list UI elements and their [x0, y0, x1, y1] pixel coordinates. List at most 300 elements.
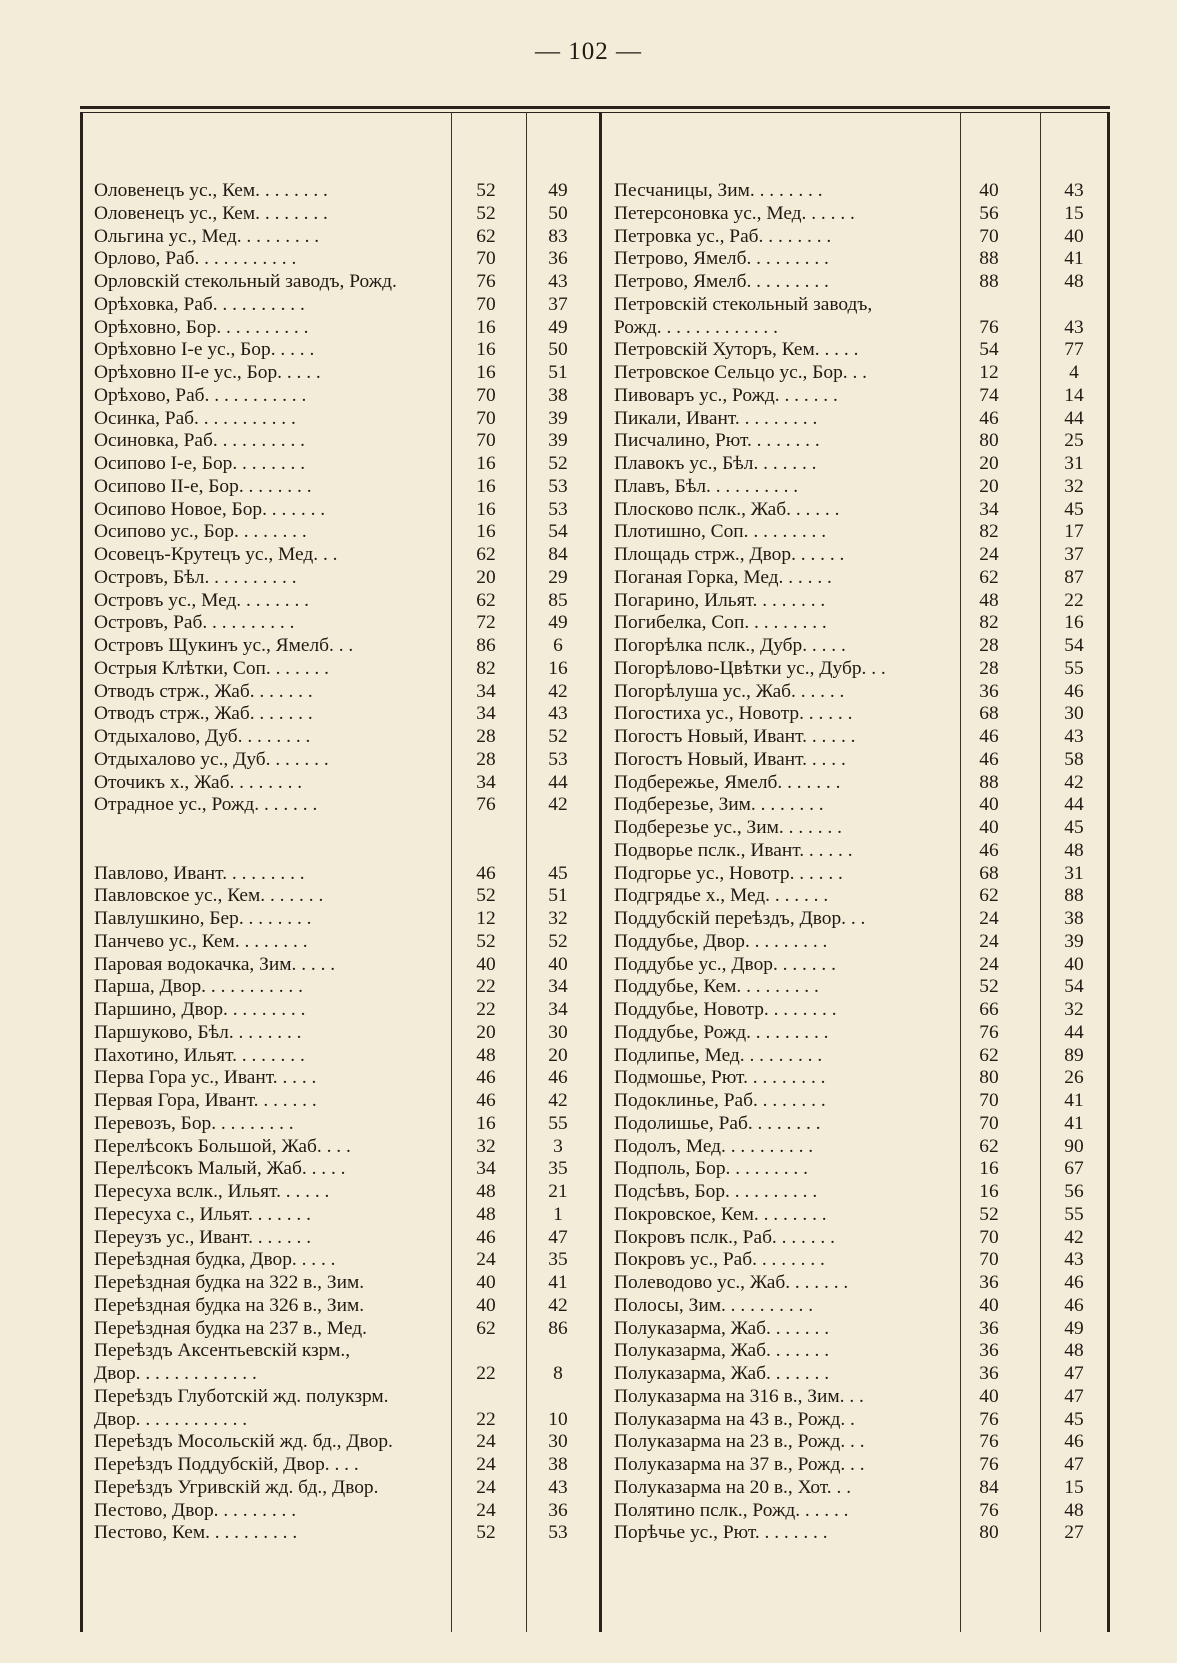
entry-number-a: 68 — [979, 862, 999, 884]
entry-number-b: 32 — [1064, 475, 1084, 497]
index-entry — [614, 1204, 1114, 1227]
entry-number-a — [450, 840, 522, 863]
entry-name: Покровъ пслк., Раб. . . . . . . — [614, 1226, 835, 1248]
entry-number-a: 46 — [979, 407, 999, 429]
entry-number-b: 85 — [548, 589, 568, 611]
index-entry — [614, 453, 1114, 476]
index-entry — [94, 931, 594, 954]
index-entry — [614, 863, 1114, 886]
entry-number-b: 50 — [548, 339, 568, 361]
entry-number-b: 10 — [548, 1408, 568, 1430]
entry-number-a: 62 — [979, 885, 999, 907]
entry-name: Полуказарма, Жаб. . . . . . . — [614, 1363, 830, 1384]
index-entry — [94, 772, 594, 795]
entry-number-a: 36 — [979, 680, 999, 702]
entry-name: Осовецъ-Крутецъ ус., Мед. . . — [94, 544, 338, 565]
entry-number-a: 46 — [979, 726, 999, 747]
entry-number-b: 42 — [548, 1090, 568, 1111]
entry-number-a: 16 — [476, 362, 496, 383]
index-entry — [614, 248, 1114, 271]
entry-number-b — [522, 817, 594, 840]
entry-number-a: 28 — [476, 748, 496, 770]
index-entry — [94, 1090, 594, 1113]
entry-number-b: 44 — [1064, 1021, 1084, 1043]
index-entry — [614, 476, 1114, 499]
entry-name: Пестово, Двор. . . . . . . . . — [94, 1499, 297, 1521]
entry-number-b: 48 — [1064, 839, 1084, 861]
entry-number-b — [522, 1386, 594, 1409]
index-entry — [94, 1295, 594, 1318]
entry-number-a: 16 — [476, 316, 496, 338]
index-entry — [94, 908, 594, 931]
center-divider — [599, 112, 602, 1632]
entry-name: Переѣздъ Мосольскій жд. бд., Двор. — [94, 1431, 393, 1453]
index-entry — [614, 749, 1114, 772]
entry-number-b: 87 — [1064, 566, 1084, 588]
index-entry — [94, 248, 594, 271]
entry-number-a: 62 — [476, 1317, 496, 1339]
entry-number-b: 40 — [548, 953, 568, 975]
entry-number-a: 48 — [476, 1181, 496, 1202]
entry-number-b: 42 — [1064, 1226, 1084, 1248]
entry-name: Перва Гора ус., Ивант. . . . . — [94, 1067, 317, 1089]
entry-number-a: 40 — [979, 1385, 999, 1407]
entry-name: Подсѣвъ, Бор. . . . . . . . . . — [614, 1181, 818, 1202]
entry-number-b: 42 — [1064, 771, 1084, 793]
entry-number-a: 40 — [979, 794, 999, 816]
entry-number-a: 62 — [476, 544, 496, 565]
entry-name: Павлово, Ивант. . . . . . . . . — [94, 862, 305, 884]
entry-number-b: 43 — [548, 271, 568, 292]
entry-number-b: 53 — [548, 498, 568, 520]
index-entry — [94, 612, 594, 635]
index-entry — [614, 226, 1114, 249]
index-entry — [614, 840, 1114, 863]
index-entry — [94, 1500, 594, 1523]
entry-number-a: 72 — [476, 612, 496, 634]
index-entry — [94, 863, 594, 886]
page-number: — 102 — — [535, 38, 642, 65]
index-entry — [94, 658, 594, 681]
index-entry — [94, 1045, 594, 1068]
entry-name: Осипово II-е, Бор. . . . . . . . — [94, 475, 312, 497]
entry-name: Осинка, Раб. . . . . . . . . . . — [94, 407, 296, 429]
index-entry — [94, 339, 594, 362]
entry-number-b: 4 — [1069, 362, 1079, 383]
entry-number-a: 70 — [979, 225, 999, 247]
entry-name: Поддубье, Рожд. . . . . . . . . — [614, 1021, 829, 1043]
index-entry — [614, 317, 1114, 340]
entry-number-b: 31 — [1064, 862, 1084, 884]
index-entry — [614, 1454, 1114, 1477]
entry-number-a: 16 — [476, 1112, 496, 1134]
entry-number-b: 42 — [548, 680, 568, 702]
entry-name: Осипово I-е, Бор. . . . . . . . — [94, 453, 306, 474]
entry-number-b: 54 — [1064, 976, 1084, 998]
entry-name — [94, 817, 442, 840]
entry-number-a: 52 — [476, 180, 496, 201]
index-entry — [94, 180, 594, 203]
index-entry — [94, 1136, 594, 1159]
entry-name: Подлипье, Мед. . . . . . . . . — [614, 1044, 823, 1066]
entry-number-a — [944, 294, 1034, 317]
index-entry — [94, 1249, 594, 1272]
entry-number-a: 20 — [979, 475, 999, 497]
entry-number-a: 82 — [979, 521, 999, 543]
entry-number-a: 62 — [476, 589, 496, 611]
index-entry — [94, 408, 594, 431]
entry-number-b: 40 — [1064, 225, 1084, 247]
entry-name: Двор. . . . . . . . . . . . . — [94, 1363, 257, 1384]
entry-name: Паршино, Двор. . . . . . . . . — [94, 999, 306, 1020]
entry-number-b: 47 — [1064, 1385, 1084, 1407]
entry-number-b: 30 — [548, 1021, 568, 1043]
index-entry — [614, 1227, 1114, 1250]
entry-number-a: 76 — [979, 316, 999, 338]
index-entry — [614, 203, 1114, 226]
entry-number-a: 86 — [476, 635, 496, 656]
index-entry — [94, 362, 594, 385]
entry-name: Отрадное ус., Рожд. . . . . . . — [94, 794, 318, 816]
entry-name: Переѣздная будка на 326 в., Зим. — [94, 1294, 365, 1316]
entry-name: Погостъ Новый, Ивант. . . . . — [614, 748, 846, 770]
entry-number-b: 46 — [1064, 1272, 1084, 1293]
entry-number-b: 50 — [548, 202, 568, 224]
entry-number-b: 49 — [548, 612, 568, 634]
entry-name: Орѣховно II-е ус., Бор. . . . . — [94, 362, 321, 383]
index-entry — [614, 612, 1114, 635]
entry-number-a: 70 — [979, 1249, 999, 1271]
entry-name: Погорѣлка пслк., Дубр. . . . . — [614, 635, 846, 656]
entry-number-b: 15 — [1064, 1476, 1084, 1498]
entry-number-b: 53 — [548, 475, 568, 497]
entry-name: Погостиха ус., Новотр. . . . . . — [614, 703, 853, 725]
entry-number-b: 43 — [1064, 1249, 1084, 1271]
index-entry — [94, 317, 594, 340]
index-entry — [94, 1386, 594, 1409]
entry-number-a: 16 — [476, 453, 496, 474]
entry-number-a: 40 — [979, 180, 999, 201]
entry-number-a: 76 — [476, 271, 496, 292]
entry-number-a: 16 — [979, 1181, 999, 1202]
entry-number-a: 76 — [979, 1021, 999, 1043]
entry-number-a: 16 — [476, 498, 496, 520]
entry-name: Полуказарма на 20 в., Хот. . . — [614, 1476, 852, 1498]
entry-name: Подмошье, Рют. . . . . . . . . — [614, 1067, 826, 1089]
index-entry — [614, 1409, 1114, 1432]
entry-name: Панчево ус., Кем. . . . . . . . — [94, 930, 308, 952]
entry-number-a: 40 — [476, 1294, 496, 1316]
entry-name: Осипово Новое, Бор. . . . . . . — [94, 498, 326, 520]
entry-number-a: 52 — [979, 1203, 999, 1225]
entry-number-a: 46 — [476, 1090, 496, 1111]
entry-name: Песчаницы, Зим. . . . . . . . — [614, 180, 823, 201]
entry-number-a: 62 — [979, 1135, 999, 1157]
entry-number-a: 76 — [979, 1454, 999, 1475]
entry-number-a: 48 — [979, 589, 999, 611]
index-entry — [614, 908, 1114, 931]
entry-number-a: 20 — [476, 566, 496, 588]
entry-number-b: 48 — [1064, 1340, 1084, 1362]
entry-number-b: 89 — [1064, 1044, 1084, 1066]
entry-number-b: 54 — [1064, 635, 1084, 656]
entry-number-b: 88 — [1064, 885, 1084, 907]
entry-number-b: 52 — [548, 726, 568, 747]
index-entry — [94, 590, 594, 613]
entry-number-b: 67 — [1064, 1158, 1084, 1180]
entry-number-b: 37 — [548, 293, 568, 315]
entry-number-b: 86 — [548, 1317, 568, 1339]
entry-name: Подоклинье, Раб. . . . . . . . — [614, 1090, 826, 1111]
entry-number-a: 88 — [979, 248, 999, 270]
entry-number-b: 17 — [1064, 521, 1084, 543]
entry-number-b: 47 — [1064, 1454, 1084, 1475]
index-entry — [94, 681, 594, 704]
entry-number-a: 24 — [979, 544, 999, 565]
entry-number-b: 38 — [548, 1454, 568, 1475]
entry-number-a: 70 — [979, 1112, 999, 1134]
header-rule — [80, 106, 1110, 109]
entry-number-b: 47 — [1064, 1363, 1084, 1384]
index-entry — [94, 1409, 594, 1432]
index-entry — [614, 726, 1114, 749]
entry-number-a: 46 — [476, 862, 496, 884]
entry-number-b: 45 — [1064, 1408, 1084, 1430]
entry-number-a: 68 — [979, 703, 999, 725]
index-entry — [614, 180, 1114, 203]
entry-name: Перелѣсокъ Малый, Жаб. . . . . — [94, 1158, 346, 1180]
entry-number-b: 49 — [548, 316, 568, 338]
entry-name: Рожд. . . . . . . . . . . . . — [614, 316, 778, 338]
entry-number-b: 49 — [1064, 1317, 1084, 1339]
entry-number-a: 34 — [476, 1158, 496, 1180]
entry-name: Порѣчье ус., Рют. . . . . . . . — [614, 1522, 828, 1544]
index-entry — [94, 817, 594, 840]
entry-number-a: 20 — [476, 1021, 496, 1043]
index-entry — [94, 1067, 594, 1090]
index-entry — [94, 635, 594, 658]
left-border — [80, 112, 83, 1632]
entry-number-a — [450, 1340, 522, 1363]
index-entry — [94, 203, 594, 226]
entry-number-a: 40 — [476, 1272, 496, 1293]
index-entry — [94, 430, 594, 453]
entry-name: Погарино, Ильят. . . . . . . . — [614, 589, 826, 611]
entry-number-b: 48 — [1064, 1499, 1084, 1521]
index-entry — [614, 703, 1114, 726]
entry-name: Осипово ус., Бор. . . . . . . . — [94, 521, 307, 543]
index-entry — [614, 1181, 1114, 1204]
entry-name: Подполь, Бор. . . . . . . . . — [614, 1158, 808, 1180]
entry-name: Двор. . . . . . . . . . . . — [94, 1408, 248, 1430]
entry-number-b: 52 — [548, 453, 568, 474]
entry-number-a: 40 — [979, 1294, 999, 1316]
entry-number-b: 56 — [1064, 1181, 1084, 1202]
entry-name: Плотишно, Соп. . . . . . . . . — [614, 521, 827, 543]
entry-name: Полуказарма на 316 в., Зим. . . — [614, 1385, 864, 1407]
index-entry — [94, 840, 594, 863]
entry-name: Островъ, Бѣл. . . . . . . . . . — [94, 566, 297, 588]
index-entry — [94, 1431, 594, 1454]
entry-number-b: 21 — [548, 1181, 568, 1202]
index-entry — [94, 1454, 594, 1477]
index-entry — [94, 1181, 594, 1204]
entry-number-a: 28 — [979, 657, 999, 679]
entry-number-a: 80 — [979, 1067, 999, 1089]
entry-number-a: 76 — [476, 794, 496, 816]
entry-number-a: 36 — [979, 1317, 999, 1339]
index-entry — [614, 1363, 1114, 1386]
entry-number-a: 70 — [476, 430, 496, 452]
entry-number-b — [522, 1340, 594, 1363]
index-entry — [614, 1318, 1114, 1341]
index-entry — [94, 294, 594, 317]
entry-number-b: 32 — [548, 908, 568, 929]
entry-number-b: 46 — [548, 1067, 568, 1089]
entry-number-a: 24 — [476, 1454, 496, 1475]
entry-number-a: 36 — [979, 1363, 999, 1384]
entry-number-b: 25 — [1064, 430, 1084, 452]
entry-number-a: 80 — [979, 430, 999, 452]
entry-number-a: 24 — [476, 1476, 496, 1498]
entry-name: Погорѣлово-Цвѣтки ус., Дубр. . . — [614, 657, 886, 679]
entry-number-a: 34 — [476, 680, 496, 702]
entry-number-a: 24 — [979, 930, 999, 952]
entry-name: Полуказарма на 43 в., Рожд. . — [614, 1408, 855, 1430]
entry-number-a: 16 — [476, 521, 496, 543]
entry-number-a: 22 — [476, 1408, 496, 1430]
entry-number-b: 43 — [548, 703, 568, 725]
entry-number-b: 53 — [548, 1522, 568, 1544]
entry-name: Полуказарма, Жаб. . . . . . . — [614, 1317, 830, 1339]
index-entry — [94, 885, 594, 908]
entry-name: Орѣховно I-е ус., Бор. . . . . — [94, 339, 315, 361]
index-entry — [614, 590, 1114, 613]
entry-number-a: 32 — [476, 1135, 496, 1157]
index-entry — [94, 453, 594, 476]
entry-number-b: 41 — [1064, 1112, 1084, 1134]
entry-number-a: 76 — [979, 1431, 999, 1453]
index-entry — [94, 1318, 594, 1341]
entry-number-a: 52 — [476, 885, 496, 907]
index-entry — [614, 1158, 1114, 1181]
entry-name: Отдыхалово, Дуб. . . . . . . . — [94, 726, 311, 747]
entry-number-a: 70 — [979, 1226, 999, 1248]
entry-name: Плосково пслк., Жаб. . . . . . — [614, 498, 840, 520]
entry-name: Переѣздъ Глуботскій жд. полукзрм. — [94, 1385, 389, 1407]
entry-name: Подворье пслк., Ивант. . . . . . — [614, 839, 853, 861]
entry-number-a: 34 — [979, 498, 999, 520]
entry-name: Переузъ ус., Ивант. . . . . . . — [94, 1226, 312, 1248]
entry-number-b: 6 — [553, 635, 563, 656]
entry-number-b: 35 — [548, 1158, 568, 1180]
entry-number-b: 43 — [1064, 316, 1084, 338]
entry-name: Ольгина ус., Мед. . . . . . . . . — [94, 225, 320, 247]
index-entry — [94, 1272, 594, 1295]
index-entry — [614, 1090, 1114, 1113]
index-entry — [614, 339, 1114, 362]
index-entry — [94, 476, 594, 499]
entry-number-b: 42 — [548, 794, 568, 816]
entry-number-b: 30 — [1064, 703, 1084, 725]
entry-number-b: 3 — [553, 1135, 563, 1157]
entry-name: Подберезье ус., Зим. . . . . . . — [614, 817, 842, 838]
index-entry — [94, 521, 594, 544]
entry-number-a: 22 — [476, 976, 496, 998]
entry-number-a: 70 — [476, 384, 496, 406]
entry-name: Подгрядье х., Мед. . . . . . . — [614, 885, 829, 907]
entry-name: Перелѣсокъ Большой, Жаб. . . . — [94, 1135, 351, 1157]
entry-number-a: 40 — [979, 817, 999, 838]
entry-number-b: 30 — [548, 1431, 568, 1453]
index-entry — [614, 885, 1114, 908]
index-entry — [94, 954, 594, 977]
index-entry — [614, 567, 1114, 590]
entry-name: Орѣховка, Раб. . . . . . . . . . — [94, 293, 305, 315]
entry-number-b: 54 — [548, 521, 568, 543]
entry-number-b: 45 — [1064, 498, 1084, 520]
entry-number-b: 46 — [1064, 680, 1084, 702]
entry-number-a: 88 — [979, 271, 999, 292]
entry-name: Погорѣлуша ус., Жаб. . . . . . — [614, 680, 845, 702]
entry-number-a: 52 — [476, 202, 496, 224]
index-entry — [614, 1272, 1114, 1295]
entry-name: Переѣздъ Аксентьевскій кзрм., — [94, 1340, 351, 1362]
entry-number-a: 16 — [476, 339, 496, 361]
entry-number-a: 24 — [476, 1431, 496, 1453]
entry-number-a: 34 — [476, 771, 496, 793]
index-entry — [94, 1340, 594, 1363]
entry-number-a: 36 — [979, 1272, 999, 1293]
entry-number-b: 34 — [548, 976, 568, 998]
index-entry — [94, 271, 594, 294]
index-entry — [614, 1386, 1114, 1409]
entry-number-a: 82 — [979, 612, 999, 634]
entry-name: Паршуково, Бѣл. . . . . . . . — [94, 1021, 302, 1043]
entry-number-b: 55 — [1064, 1203, 1084, 1225]
entry-number-a: 62 — [476, 225, 496, 247]
entry-number-a: 74 — [979, 384, 999, 406]
index-entry — [614, 1249, 1114, 1272]
index-entry — [94, 385, 594, 408]
entry-number-b: 55 — [548, 1112, 568, 1134]
index-entry — [614, 999, 1114, 1022]
entry-name: Петровское Сельцо ус., Бор. . . — [614, 362, 868, 383]
entry-number-a: 62 — [979, 1044, 999, 1066]
index-entry — [614, 681, 1114, 704]
index-entry — [94, 1113, 594, 1136]
index-entry — [94, 1363, 594, 1386]
entry-name: Павловское ус., Кем. . . . . . . — [94, 885, 324, 907]
entry-number-a: 34 — [476, 703, 496, 725]
entry-name: Плавокъ ус., Бѣл. . . . . . . — [614, 453, 817, 474]
entry-number-a: 48 — [476, 1044, 496, 1066]
index-entry — [94, 999, 594, 1022]
entry-name: Покровъ ус., Раб. . . . . . . . — [614, 1249, 825, 1271]
entry-number-b: 16 — [1064, 612, 1084, 634]
entry-number-b: 51 — [548, 362, 568, 383]
entry-number-a: 12 — [476, 908, 496, 929]
entry-number-b: 53 — [548, 748, 568, 770]
entry-number-a: 40 — [476, 953, 496, 975]
entry-number-b: 90 — [1064, 1135, 1084, 1157]
entry-number-b: 8 — [553, 1363, 563, 1384]
entry-number-a: 66 — [979, 999, 999, 1020]
entry-number-b: 77 — [1064, 339, 1084, 361]
index-entry — [614, 408, 1114, 431]
entry-number-a: 52 — [476, 1522, 496, 1544]
entry-number-a: 16 — [476, 475, 496, 497]
